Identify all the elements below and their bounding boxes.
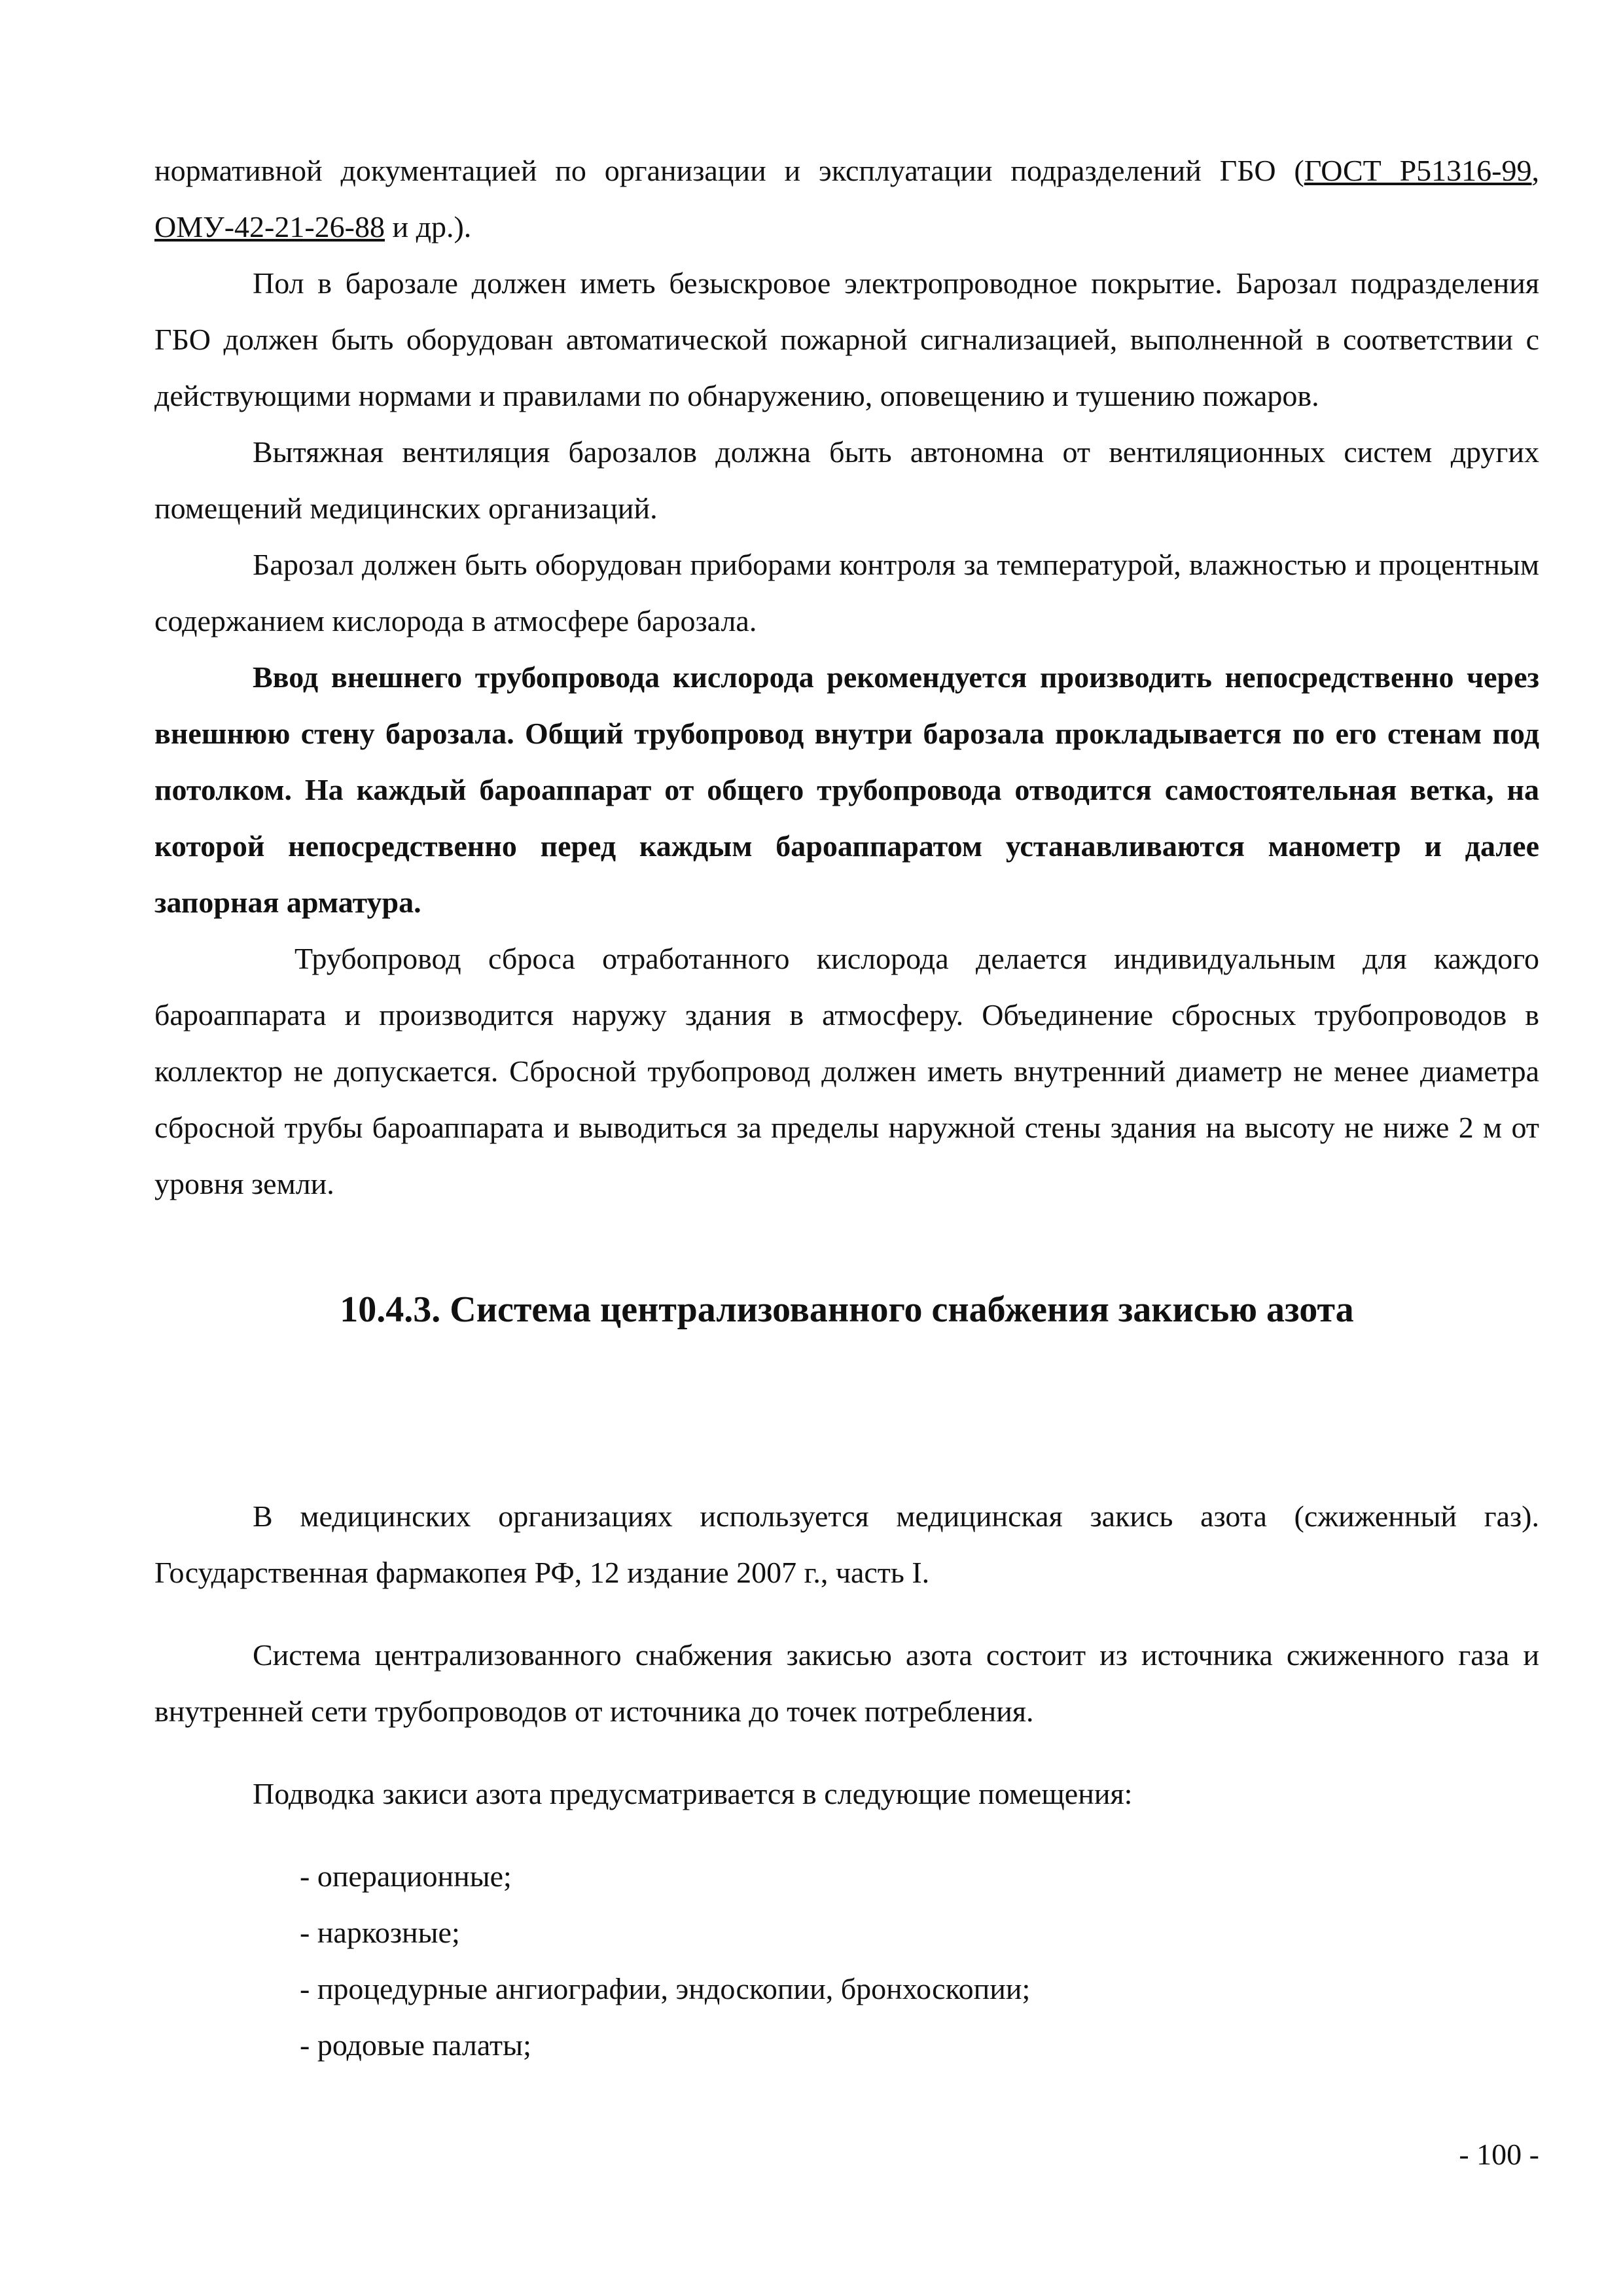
list-item: - наркозные;	[300, 1916, 460, 1949]
gost-reference-link[interactable]: ГОСТ Р51316-99	[1304, 154, 1532, 187]
list-item: - операционные;	[300, 1859, 512, 1893]
list-item: - процедурные ангиографии, эндоскопии, бронхоскопии;	[300, 1972, 1031, 2005]
separator-text: ,	[1531, 154, 1540, 187]
paragraph-text: нормативной документацией по организации и эксплуатации подразделений ГБО (	[154, 154, 1304, 187]
section-heading: 10.4.3. Система централизованного снабжения закисью азота	[340, 1289, 1354, 1330]
paragraph-text: и др.).	[384, 210, 472, 243]
paragraph-nitrous-oxide-usage: В медицинских организациях используется медицинская закись азота (сжиженный газ). Государственная фармакопея РФ, 12 издание 2007 г., часть I.	[154, 1499, 1539, 1589]
paragraph-ventilation: Вытяжная вентиляция барозалов должна быть автономна от вентиляционных систем других помещений медицинских организаций.	[154, 435, 1539, 525]
paragraph-monitoring-devices: Барозал должен быть оборудован приборами контроля за температурой, влажностью и процентным содержанием кислорода в атмосфере барозала.	[154, 548, 1539, 637]
rooms-list	[154, 1848, 1539, 2073]
paragraph-oxygen-pipeline-bold: Ввод внешнего трубопровода кислорода рекомендуется производить непосредственно через внешнюю стену барозала. Общий трубопровод внутри барозала прокладывается по его стенам под потолком. На каждый бароаппарат от общего трубопровода отводится самостоятельная ветка, на которой непосредственно перед каждым бароаппаратом устанавливаются манометр и далее запорная арматура.	[154, 660, 1539, 919]
paragraph-supply-rooms-intro: Подводка закиси азота предусматривается в следующие помещения:	[253, 1777, 1133, 1810]
page-body	[154, 143, 1539, 2073]
paragraph-floor-fire-alarm: Пол в барозале должен иметь безыскровое электропроводное покрытие. Барозал подразделения ГБО должен быть оборудован автоматической пожарной сигнализацией, выполненной в соответствии с действующими нормами и правилами по обнаружению, оповещению и тушению пожаров.	[154, 266, 1539, 412]
list-item: - родовые палаты;	[300, 2028, 531, 2062]
paragraph-continuation	[154, 143, 1539, 255]
page-number: - 100 -	[1459, 2138, 1539, 2171]
paragraph-system-composition: Система централизованного снабжения закисью азота состоит из источника сжиженного газа и внутренней сети трубопроводов от источника до точек потребления.	[154, 1638, 1539, 1728]
paragraph-exhaust-pipeline: Трубопровод сброса отработанного кислорода делается индивидуальным для каждого бароаппарата и производится наружу здания в атмосферу. Объединение сбросных трубопроводов в коллектор не допускается. Сбросной трубопровод должен иметь внутренний диаметр не менее диаметра сбросной трубы бароаппарата и выводиться за пределы наружной стены здания на высоту не ниже 2 м от уровня земли.	[154, 942, 1539, 1200]
omu-reference-link[interactable]: ОМУ-42-21-26-88	[154, 210, 385, 243]
